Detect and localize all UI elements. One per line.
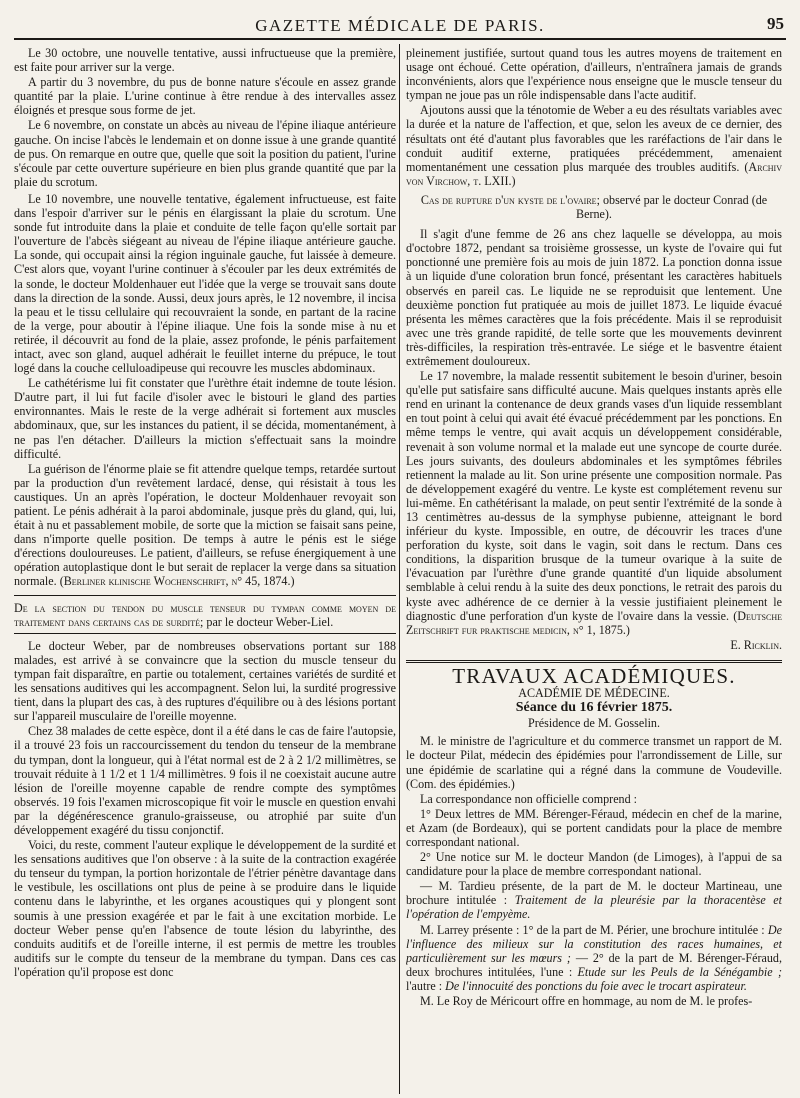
paragraph [406, 103, 782, 188]
paragraph: M. Le Roy de Méricourt offre en hommage, au nom de M. le profes- [420, 994, 753, 1008]
headline-title: De la section du tendon du muscle tenseur du tympan comme moyen de traitement dans certains cas de surdité; [14, 600, 396, 629]
article-headline [14, 601, 396, 629]
presidency [406, 716, 782, 730]
separator [14, 595, 396, 596]
paragraph: Le cathétérisme lui fit constater que l'urèthre était indemne de toute lésion. D'autre part, il lui fut facile d'isoler avec le bistouri le gland des parties environnantes. Mais le reste de la verge adhérait si fortement aux muscles abdominaux, que, sur les instances du patient, il se décida, momentanément, à ne pas l'en détacher. D'ailleurs la miction s'effectuait sans la moindre difficulté. [14, 376, 396, 461]
paragraph: Chez 38 malades de cette espèce, dont il a été dans le cas de faire l'autopsie, il a trouvé 23 fois un raccourcissement du tendon du tenseur de la membrane du tympan, dont la longueur, qui à l'état normal est de 2 à 2 1/2 millimètres, se trouvait réduite à 1 1/2 et 1 1/4 millimètres. 9 fois il ne coexistait aucune autre lésion de l'oreille moyenne capable de rendre compte des symptômes observés. 19 fois l'examen microscopique fit voir le muscle en question envahi par la dégénérescence granulo-graisseuse, ou atrophié par suite d'un développement exagéré du tissu conjonctif. [14, 724, 396, 837]
source-citation: (Deutsche Zeitschrift fur praktische medicin, n° 1, 1875.) [406, 608, 782, 637]
paragraph: Voici, du reste, comment l'auteur explique le développement de la surdité et les sensations auditives que l'on observe : à la suite de la contraction exagérée du tenseur du tympan, la portion horizontale de l'étrier pénètre davantage dans le vestibule, les oscillations ont plus de peine à se produire dans le liquide contenu dans le labyrinthe, et les organes acoustiques qui y plongent sont soumis à une pression exagérée et par le fait à une excitation morbide. Le docteur Weber pense qu'en l'absence de toute lésion du labyrinthe, des conduits auditifs et de l'oreille interne, il est permis de mettre les troubles auditifs sur le compte du tenseur de la membrane du tympan. Dans ces cas l'opération qu'il propose est donc [14, 838, 396, 979]
headline-title: Cas de rupture d'un kyste de l'ovaire; [420, 192, 600, 207]
paragraph [406, 369, 782, 637]
separator [14, 633, 396, 634]
paragraph-text: l'autre : [406, 978, 443, 993]
page-number: 95 [767, 14, 784, 33]
paragraph-text: M. Larrey présente : 1° de la part de M. Périer, une brochure intitulée : [420, 922, 765, 937]
paragraph-text: La guérison de l'énorme plaie se fit attendre quelque temps, retardée surtout par la production d'un revêtement lardacé, dense, qui résistait à tous les caustiques. Un an après l'opération, le docteur Moldenhauer revoyait son patient. Le pénis adhérait à la paroi abdominale, jusque près du gland, qui, lui, était à nu et passablement mobile, de sorte que la miction se faisait sans peine, dans n'importe quelle position. De temps à autre le pénis est le siége d'érections douloureuses. Le patient, d'ailleurs, se refuse énergiquement à une opération autoplastique dont le but serait de replacer la verge dans sa situation normale. [14, 461, 396, 589]
presidency-text: Présidence de M. Gosselin. [528, 716, 660, 731]
academy-name: ACADÉMIE DE MÉDECINE. [518, 686, 670, 701]
left-column [14, 46, 396, 1092]
source-citation: (Archiv von Virchow, t. LXII.) [406, 159, 782, 188]
section-title: TRAVAUX ACADÉMIQUES. [452, 663, 736, 688]
paragraph: M. le ministre de l'agriculture et du commerce transmet un rapport de M. le docteur Pilat, médecin des épidémies pour l'arrondissement de Lille, sur une épidémie de scarlatine qui a régné dans la commune de Voudeville. (Com. des épidémies.) [406, 734, 782, 791]
page-header [14, 10, 786, 40]
paragraph [406, 923, 782, 993]
paragraph: Il s'agit d'une femme de 26 ans chez laquelle se développa, au mois d'octobre 1872, pendant sa troisième grossesse, un kyste de l'ovaire qui fut ponctionné une première fois au mois de juin 1872. La ponction donna issue à un liquide d'une coloration brun foncé, présentant les caractères habituels observés en pareil cas. Le liquide ne se reproduisit que lentement. Une deuxième ponction fut pratiquée au mois de juillet 1873. Le liquide évacué présenta les mêmes caractères que la fois précédente. Mais il se reproduisit avec une très grande rapidité, de telle sorte que les mouvements devinrent très-difficiles, la respiration très-entravée. Le siége et le basventre étaient extrêmement douloureux. [406, 227, 782, 368]
headline-author: par le docteur Weber-Liel. [206, 614, 334, 629]
paragraph-text: — M. Tardieu présente, de la part de M. le docteur Martineau, une brochure intitulée : [406, 879, 782, 908]
paragraph [14, 462, 396, 589]
paragraph-text: Ajoutons aussi que la ténotomie de Weber a eu des résultats variables avec la durée et la nature de l'affection, et que, selon les aveux de ce dernier, des résultats ont été d'autant plus favorables que les raréfactions de l'air dans le conduit auditif externe, pratiquées précédemment, amenaient momentanément une cessation plus marquée des troubles auditifs. [406, 103, 782, 174]
headline-author: observé par le docteur Conrad (de Berne). [576, 192, 768, 222]
paragraph: Le docteur Weber, par de nombreuses observations portant sur 188 malades, est arrivé à se convaincre que la section du muscle tenseur du tympan fait disparaître, en partie ou totalement, certaines variétés de surdité et les sensations auditives qui les accompagnent. Selon lui, la surdité progressive tient, dans la plupart des cas, à des ruptures d'équilibre ou à des lésions portant sur l'appareil musculaire de l'oreille moyenne. [14, 638, 396, 724]
source-citation: (Berliner klinische Wochenschrift, n° 45, 1874.) [59, 574, 295, 589]
author-signature: E. Ricklin. [730, 637, 782, 652]
paragraph-text: — 2° de la part de M. Bérenger-Féraud, deux brochures intitulées, l'une : [406, 950, 782, 979]
paragraph: La correspondance non officielle comprend : [420, 791, 638, 806]
paragraph: 1° Deux lettres de MM. Bérenger-Féraud, médecin en chef de la marine, et Azam (de Bordeaux), qui se portent candidats pour la place de membre correspondant national. [406, 806, 782, 849]
section-rule [406, 660, 782, 663]
journal-title: GAZETTE MÉDICALE DE PARIS. [255, 16, 545, 35]
paragraph: pleinement justifiée, surtout quand tous les autres moyens de traitement en usage ont échoué. Cette opération, d'ailleurs, n'entraînera jamais de grands inconvénients, alors que l'expérience nous enseigne que le muscle tenseur du tympan ne joue pas un rôle indispensable dans l'acte auditif. [406, 46, 782, 103]
book-title: Etude sur les Peuls de la Sénégambie ; [577, 964, 782, 979]
session-date: Séance du 16 février 1875. [515, 700, 673, 716]
paragraph: 2° Une notice sur M. le docteur Mandon (de Limoges), à l'appui de sa candidature pour la place de membre correspondant national. [406, 850, 782, 879]
paragraph: Le 6 novembre, on constate un abcès au niveau de l'épine iliaque antérieure gauche. On incise l'abcès le lendemain et on donne issue à une grande quantité de pus. On remarque en outre que, quelle que soit la position du patient, l'urine s'écoule par cette ouverture supérieure en bien plus grande quantité que par la plaie du scrotum. [14, 118, 396, 189]
right-column [406, 46, 782, 1092]
book-title: De l'influence des milieux sur la constitution des races humaines, et particulièrement sur les mœurs ; [406, 922, 782, 965]
paragraph: Le 30 octobre, une nouvelle tentative, aussi infructueuse que la première, est faite pour arriver sur la verge. [14, 46, 396, 75]
paragraph [406, 879, 782, 921]
paragraph-text: Le 17 novembre, la malade ressentit subitement le besoin d'uriner, besoin qu'elle put satisfaire sans difficulté aucune. Mais quelques instants après elle rend en urinant la contenance de deux grands vases d'un liquide ressemblant en tout point à celui qui avait été évacué précédemment par les ponctions. En même temps le ventre, qui avait acquis un développement considérable, revenait à son volume normal et la malade eut une syncope de courte durée. Les jours suivants, des douleurs abdominales et les symptômes fébriles retiennent la malade au lit. Son urine présente une composition normale. Pas de développement exagéré du ventre. Le kyste est complétement revenu sur lui-même. En cathétérisant la malade, on peut sentir l'extrémité de la sonde à 13 centimètres au-dessus de la symphyse pubienne, atteignant le bord inférieur du kyste. Impossible, en outre, de découvrir les traces d'une perforation du kyste, soit dans le vagin, soit dans le rectum. Dans ces conditions, la disparition brusque de la tumeur ovarique à la suite de l'évacuation par l'urèthre d'une grande quantité d'un liquide absolument semblable à celui rendu à la suite des deux ponctions, le retrait des parois du kyste avec adhérence de ce dernier à la vessie justifiaient pleinement le diagnostic d'une perforation d'un kyste de l'ovaire dans la vessie. [406, 369, 782, 623]
paragraph: Le 10 novembre, une nouvelle tentative, également infructueuse, est faite dans l'espoir d'arriver sur le pénis en élargissant la plaie du scrotum. Une sonde fut introduite dans la plaie et conduite de telle façon qu'elle sortait par l'ouverture de l'abcès siégeant au niveau de l'épine iliaque antérieure gauche. La sonde, qui occupait ainsi la région inguinale gauche, fut laissée à demeure. C'est alors que, voyant l'urine continuer à s'écouler par les deux extrémités de la sonde, le docteur Moldenhauer eut l'idée que la verge se trouvait sans doute dans la direction de la sonde. Aussi, deux jours après, le 12 novembre, il incisa la peau et le tissu cellulaire qui recouvraient la sonde, en partant de la racine de la verge, pour aboutir à l'épine iliaque. Une fois la sonde mise à nu et retirée, il découvrit au fond de la plaie, assez profonde, le pénis parfaitement intact, avec son gland, auquel adhérait le feuillet interne du prépuce, le tout logé dans la couche celluloadipeuse qui recouvre les muscles abdominaux. [14, 191, 396, 376]
book-title: Traitement de la pleurésie par la thoracentèse et l'opération de l'empyème. [406, 893, 782, 922]
article-headline [406, 193, 782, 221]
book-title: De l'innocuité des ponctions du foie avec le trocart aspirateur. [445, 978, 747, 993]
column-rule [399, 44, 400, 1094]
paragraph: A partir du 3 novembre, du pus de bonne nature s'écoule en assez grande quantité par la plaie. L'urine continue à être rendue à des intervalles assez éloignés et presque sous forme de jet. [14, 75, 396, 118]
